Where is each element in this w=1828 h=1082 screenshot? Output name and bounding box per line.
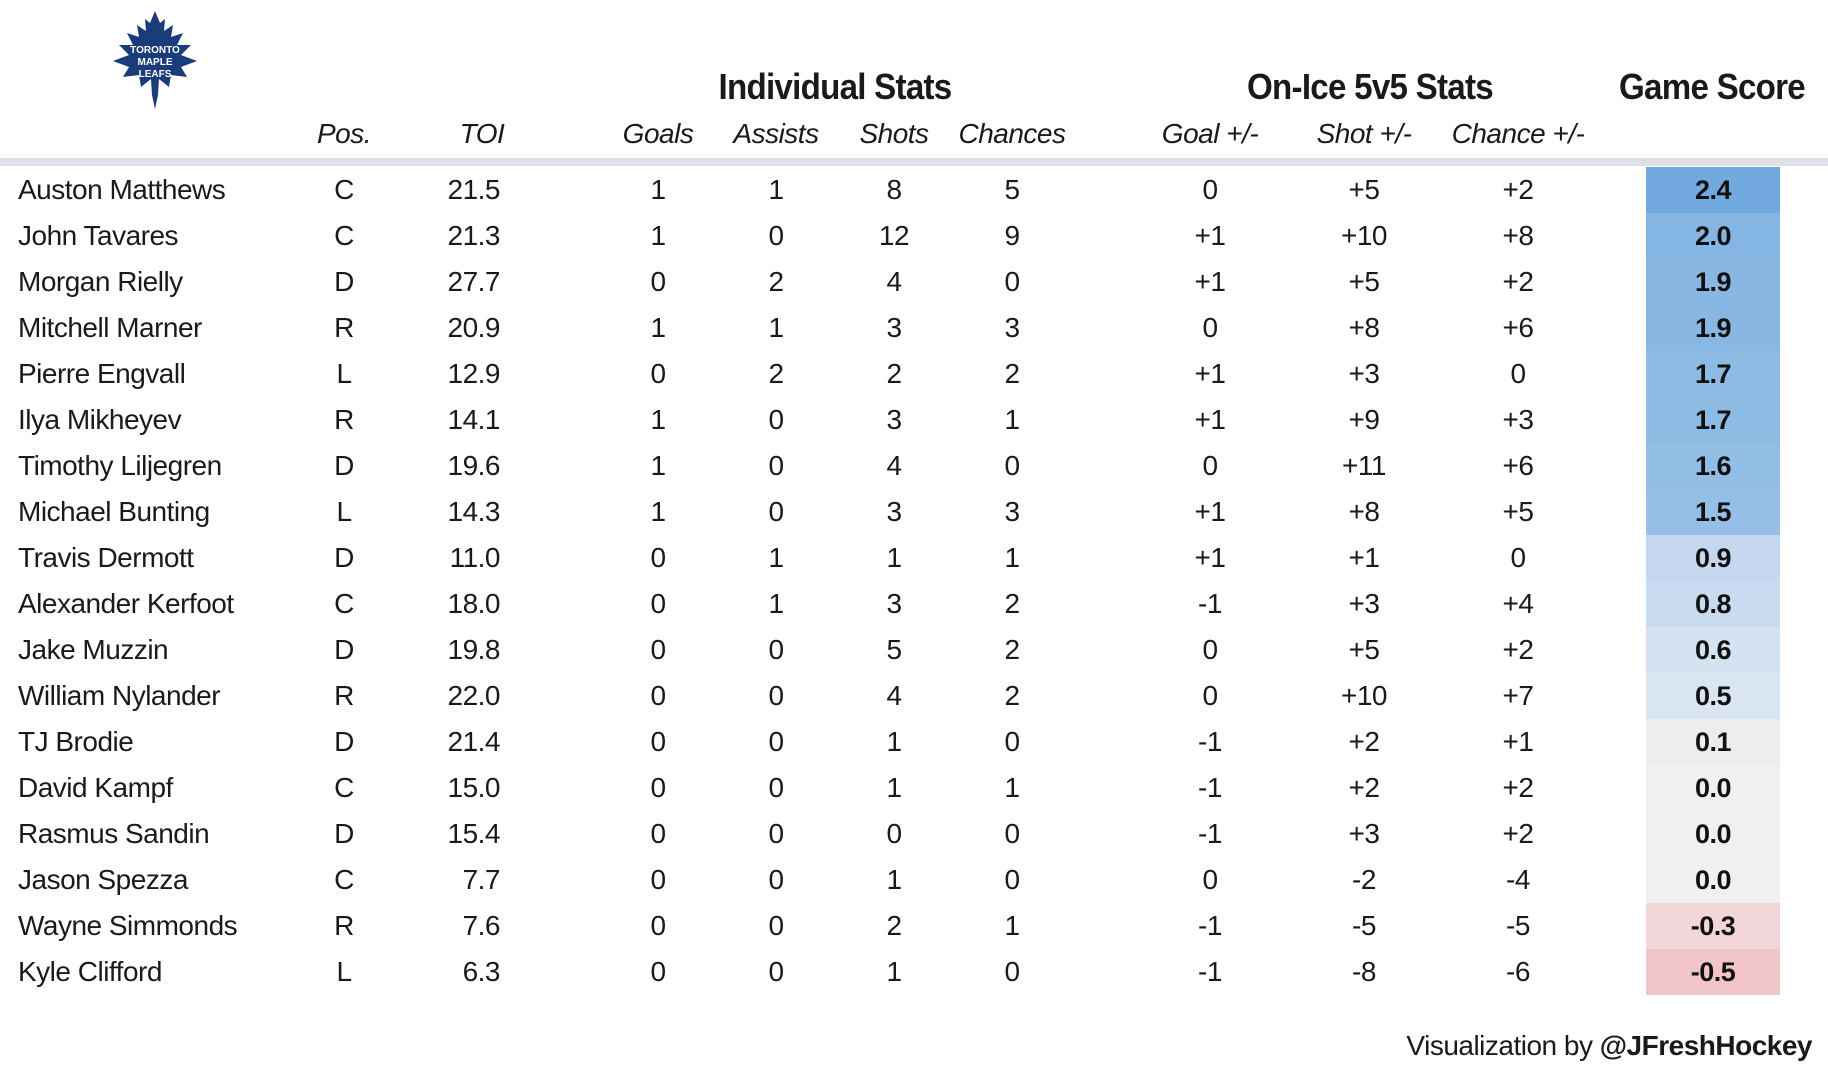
cell-goals: 0 <box>650 680 666 711</box>
col-head-shots: Shots <box>859 118 929 149</box>
cell-toi: 19.8 <box>447 634 500 665</box>
cell-goal-pm: +1 <box>1194 358 1226 389</box>
cell-goals: 0 <box>650 266 666 297</box>
table-row <box>0 443 1828 489</box>
cell-pos: D <box>334 818 354 849</box>
cell-game-score: 0.5 <box>1646 673 1780 719</box>
cell-player-name: David Kampf <box>18 772 173 803</box>
cell-shots: 1 <box>886 726 902 757</box>
cell-toi: 7.7 <box>462 864 500 895</box>
table-row <box>0 857 1828 903</box>
cell-chances: 1 <box>1004 404 1020 435</box>
cell-toi: 15.0 <box>447 772 500 803</box>
col-head-chances: Chances <box>958 118 1066 149</box>
cell-assists: 1 <box>768 542 784 573</box>
cell-pos: L <box>336 496 352 527</box>
cell-shot-pm: +1 <box>1348 542 1380 573</box>
cell-chance-pm: +2 <box>1502 634 1534 665</box>
cell-player-name: Pierre Engvall <box>18 358 186 389</box>
cell-pos: D <box>334 634 354 665</box>
cell-toi: 15.4 <box>447 818 500 849</box>
cell-assists: 0 <box>768 496 784 527</box>
cell-goals: 1 <box>650 404 666 435</box>
table-row <box>0 581 1828 627</box>
col-head-toi: TOI <box>459 118 505 149</box>
cell-game-score: 0.0 <box>1646 811 1780 857</box>
cell-chances: 2 <box>1004 358 1020 389</box>
cell-game-score: 1.7 <box>1646 351 1780 397</box>
cell-shot-pm: +2 <box>1348 726 1380 757</box>
cell-player-name: TJ Brodie <box>18 726 134 757</box>
cell-goal-pm: -1 <box>1198 956 1222 987</box>
cell-pos: L <box>336 358 352 389</box>
cell-game-score: 0.1 <box>1646 719 1780 765</box>
table-row <box>0 627 1828 673</box>
cell-assists: 0 <box>768 680 784 711</box>
cell-player-name: Kyle Clifford <box>18 956 162 987</box>
cell-shots: 4 <box>886 266 902 297</box>
cell-assists: 0 <box>768 220 784 251</box>
cell-chance-pm: 0 <box>1510 542 1526 573</box>
cell-goal-pm: +1 <box>1194 266 1226 297</box>
cell-shot-pm: +5 <box>1348 266 1380 297</box>
cell-chances: 2 <box>1004 680 1020 711</box>
cell-assists: 0 <box>768 818 784 849</box>
cell-pos: R <box>334 680 354 711</box>
cell-player-name: Wayne Simmonds <box>18 910 238 941</box>
cell-assists: 0 <box>768 634 784 665</box>
cell-player-name: Alexander Kerfoot <box>18 588 234 619</box>
cell-shots: 3 <box>886 496 902 527</box>
table-row <box>0 351 1828 397</box>
col-head-assists: Assists <box>733 118 819 149</box>
cell-shots: 4 <box>886 450 902 481</box>
cell-shots: 5 <box>886 634 902 665</box>
cell-player-name: John Tavares <box>18 220 179 251</box>
cell-pos: R <box>334 312 354 343</box>
cell-shots: 12 <box>878 220 910 251</box>
cell-assists: 0 <box>768 726 784 757</box>
cell-game-score: 1.7 <box>1646 397 1780 443</box>
cell-goals: 0 <box>650 358 666 389</box>
cell-player-name: Travis Dermott <box>18 542 194 573</box>
cell-shots: 1 <box>886 864 902 895</box>
cell-assists: 0 <box>768 772 784 803</box>
table-row <box>0 719 1828 765</box>
cell-shot-pm: +5 <box>1348 174 1380 205</box>
table-row <box>0 949 1828 995</box>
table-row <box>0 535 1828 581</box>
cell-goals: 0 <box>650 864 666 895</box>
cell-shot-pm: +3 <box>1348 358 1380 389</box>
cell-chance-pm: +2 <box>1502 818 1534 849</box>
cell-goals: 0 <box>650 542 666 573</box>
cell-toi: 22.0 <box>447 680 500 711</box>
cell-shot-pm: -8 <box>1352 956 1376 987</box>
maple-leafs-logo <box>107 9 203 113</box>
cell-chance-pm: -4 <box>1506 864 1530 895</box>
cell-goal-pm: -1 <box>1198 726 1222 757</box>
cell-goals: 0 <box>650 956 666 987</box>
cell-assists: 2 <box>768 358 784 389</box>
cell-chances: 5 <box>1004 174 1020 205</box>
table-row <box>0 673 1828 719</box>
cell-goals: 1 <box>650 450 666 481</box>
credit-prefix: Visualization by <box>1406 1030 1600 1061</box>
cell-player-name: Mitchell Marner <box>18 312 202 343</box>
cell-game-score: 0.0 <box>1646 765 1780 811</box>
cell-shot-pm: +3 <box>1348 818 1380 849</box>
cell-chances: 2 <box>1004 588 1020 619</box>
cell-chances: 1 <box>1004 542 1020 573</box>
cell-goals: 1 <box>650 312 666 343</box>
cell-goal-pm: -1 <box>1198 818 1222 849</box>
cell-goal-pm: 0 <box>1202 450 1218 481</box>
cell-chances: 0 <box>1004 818 1020 849</box>
cell-shots: 0 <box>886 818 902 849</box>
cell-toi: 19.6 <box>447 450 500 481</box>
col-head-goals: Goals <box>622 118 694 149</box>
col-head-pos: Pos. <box>316 118 372 149</box>
cell-game-score: 2.0 <box>1646 213 1780 259</box>
cell-shot-pm: +3 <box>1348 588 1380 619</box>
cell-toi: 21.3 <box>447 220 500 251</box>
cell-chance-pm: +3 <box>1502 404 1534 435</box>
cell-player-name: Auston Matthews <box>18 174 226 205</box>
cell-chance-pm: +5 <box>1502 496 1534 527</box>
cell-chance-pm: +1 <box>1502 726 1534 757</box>
cell-toi: 27.7 <box>447 266 500 297</box>
cell-toi: 6.3 <box>462 956 500 987</box>
cell-shots: 1 <box>886 542 902 573</box>
player-table <box>0 167 1828 995</box>
credit-line <box>1406 1030 1812 1062</box>
cell-shots: 3 <box>886 404 902 435</box>
cell-chances: 1 <box>1004 910 1020 941</box>
table-row <box>0 213 1828 259</box>
svg-text:TORONTO: TORONTO <box>130 45 180 56</box>
group-title-game-score: Game Score <box>1619 66 1805 107</box>
cell-chance-pm: +4 <box>1502 588 1534 619</box>
cell-assists: 0 <box>768 864 784 895</box>
cell-assists: 1 <box>768 312 784 343</box>
cell-goal-pm: -1 <box>1198 588 1222 619</box>
cell-shot-pm: +11 <box>1342 450 1386 481</box>
cell-game-score: 2.4 <box>1646 167 1780 213</box>
cell-shots: 8 <box>886 174 902 205</box>
cell-assists: 2 <box>768 266 784 297</box>
cell-goals: 1 <box>650 220 666 251</box>
table-row <box>0 259 1828 305</box>
cell-pos: D <box>334 726 354 757</box>
cell-goals: 0 <box>650 588 666 619</box>
cell-player-name: Jake Muzzin <box>18 634 169 665</box>
cell-goal-pm: +1 <box>1194 220 1226 251</box>
cell-shot-pm: -2 <box>1352 864 1376 895</box>
cell-chance-pm: +6 <box>1502 450 1534 481</box>
cell-pos: L <box>336 956 352 987</box>
cell-goal-pm: 0 <box>1202 634 1218 665</box>
cell-shot-pm: +9 <box>1348 404 1380 435</box>
cell-assists: 1 <box>768 174 784 205</box>
cell-shot-pm: +5 <box>1348 634 1380 665</box>
col-head-goal-pm: Goal +/- <box>1161 118 1259 149</box>
group-title-onice: On-Ice 5v5 Stats <box>1247 66 1493 107</box>
group-title-individual: Individual Stats <box>718 66 952 107</box>
cell-chances: 0 <box>1004 450 1020 481</box>
cell-toi: 14.1 <box>447 404 500 435</box>
cell-goal-pm: 0 <box>1202 174 1218 205</box>
cell-pos: C <box>334 588 354 619</box>
cell-player-name: William Nylander <box>18 680 221 711</box>
cell-goals: 1 <box>650 496 666 527</box>
cell-goals: 1 <box>650 174 666 205</box>
cell-pos: R <box>334 910 354 941</box>
table-row <box>0 903 1828 949</box>
cell-chances: 0 <box>1004 956 1020 987</box>
cell-shots: 3 <box>886 588 902 619</box>
cell-shots: 1 <box>886 956 902 987</box>
table-row <box>0 167 1828 213</box>
cell-goals: 0 <box>650 818 666 849</box>
cell-shots: 2 <box>886 358 902 389</box>
cell-chance-pm: +7 <box>1502 680 1534 711</box>
cell-player-name: Jason Spezza <box>18 864 188 895</box>
cell-player-name: Michael Bunting <box>18 496 210 527</box>
cell-goal-pm: 0 <box>1202 680 1218 711</box>
header-divider <box>0 158 1828 166</box>
cell-toi: 12.9 <box>447 358 500 389</box>
cell-chances: 2 <box>1004 634 1020 665</box>
cell-chance-pm: -6 <box>1506 956 1530 987</box>
cell-pos: D <box>334 450 354 481</box>
cell-assists: 0 <box>768 450 784 481</box>
cell-goal-pm: 0 <box>1202 864 1218 895</box>
cell-chance-pm: 0 <box>1510 358 1526 389</box>
cell-pos: D <box>334 266 354 297</box>
cell-goal-pm: +1 <box>1194 542 1226 573</box>
cell-goal-pm: -1 <box>1198 772 1222 803</box>
table-row <box>0 305 1828 351</box>
table-row <box>0 489 1828 535</box>
cell-assists: 0 <box>768 910 784 941</box>
cell-toi: 7.6 <box>462 910 500 941</box>
cell-shots: 2 <box>886 910 902 941</box>
cell-pos: D <box>334 542 354 573</box>
cell-chances: 9 <box>1004 220 1020 251</box>
cell-toi: 20.9 <box>447 312 500 343</box>
cell-shot-pm: +8 <box>1348 496 1380 527</box>
cell-game-score: 1.5 <box>1646 489 1780 535</box>
cell-player-name: Timothy Liljegren <box>18 450 222 481</box>
cell-assists: 0 <box>768 404 784 435</box>
cell-pos: C <box>334 174 354 205</box>
cell-toi: 21.4 <box>447 726 500 757</box>
table-row <box>0 765 1828 811</box>
cell-game-score: 0.8 <box>1646 581 1780 627</box>
cell-chance-pm: +2 <box>1502 174 1534 205</box>
cell-game-score: 1.9 <box>1646 305 1780 351</box>
cell-shot-pm: +10 <box>1341 220 1387 251</box>
cell-shot-pm: +8 <box>1348 312 1380 343</box>
cell-chances: 3 <box>1004 496 1020 527</box>
cell-shot-pm: +10 <box>1341 680 1387 711</box>
cell-game-score: 0.9 <box>1646 535 1780 581</box>
table-row <box>0 397 1828 443</box>
cell-player-name: Ilya Mikheyev <box>18 404 182 435</box>
cell-game-score: -0.3 <box>1646 903 1780 949</box>
cell-game-score: -0.5 <box>1646 949 1780 995</box>
svg-text:MAPLE: MAPLE <box>137 57 173 68</box>
cell-pos: C <box>334 772 354 803</box>
cell-game-score: 0.6 <box>1646 627 1780 673</box>
credit-handle: @JFreshHockey <box>1599 1030 1812 1061</box>
cell-player-name: Rasmus Sandin <box>18 818 210 849</box>
table-row <box>0 811 1828 857</box>
cell-goals: 0 <box>650 910 666 941</box>
cell-pos: C <box>334 220 354 251</box>
cell-goal-pm: +1 <box>1194 404 1226 435</box>
cell-assists: 0 <box>768 956 784 987</box>
cell-chances: 0 <box>1004 864 1020 895</box>
cell-pos: C <box>334 864 354 895</box>
cell-chance-pm: +2 <box>1502 266 1534 297</box>
cell-toi: 21.5 <box>447 174 500 205</box>
cell-chances: 0 <box>1004 726 1020 757</box>
cell-goals: 0 <box>650 772 666 803</box>
cell-goals: 0 <box>650 634 666 665</box>
cell-game-score: 1.9 <box>1646 259 1780 305</box>
col-head-shot-pm: Shot +/- <box>1316 118 1412 149</box>
cell-goal-pm: 0 <box>1202 312 1218 343</box>
cell-chance-pm: -5 <box>1506 910 1530 941</box>
cell-chances: 3 <box>1004 312 1020 343</box>
svg-text:LEAFS: LEAFS <box>138 69 172 80</box>
cell-assists: 1 <box>768 588 784 619</box>
cell-toi: 11.0 <box>449 542 500 573</box>
cell-chance-pm: +2 <box>1502 772 1534 803</box>
cell-goals: 0 <box>650 726 666 757</box>
cell-toi: 18.0 <box>447 588 500 619</box>
cell-toi: 14.3 <box>447 496 500 527</box>
cell-chance-pm: +8 <box>1502 220 1534 251</box>
cell-game-score: 0.0 <box>1646 857 1780 903</box>
col-head-chance-pm: Chance +/- <box>1451 118 1585 149</box>
cell-chances: 1 <box>1004 772 1020 803</box>
cell-goal-pm: +1 <box>1194 496 1226 527</box>
cell-shot-pm: +2 <box>1348 772 1380 803</box>
cell-pos: R <box>334 404 354 435</box>
cell-goal-pm: -1 <box>1198 910 1222 941</box>
cell-player-name: Morgan Rielly <box>18 266 183 297</box>
cell-shots: 3 <box>886 312 902 343</box>
cell-shot-pm: -5 <box>1352 910 1376 941</box>
cell-game-score: 1.6 <box>1646 443 1780 489</box>
cell-shots: 1 <box>886 772 902 803</box>
cell-chances: 0 <box>1004 266 1020 297</box>
cell-shots: 4 <box>886 680 902 711</box>
cell-chance-pm: +6 <box>1502 312 1534 343</box>
